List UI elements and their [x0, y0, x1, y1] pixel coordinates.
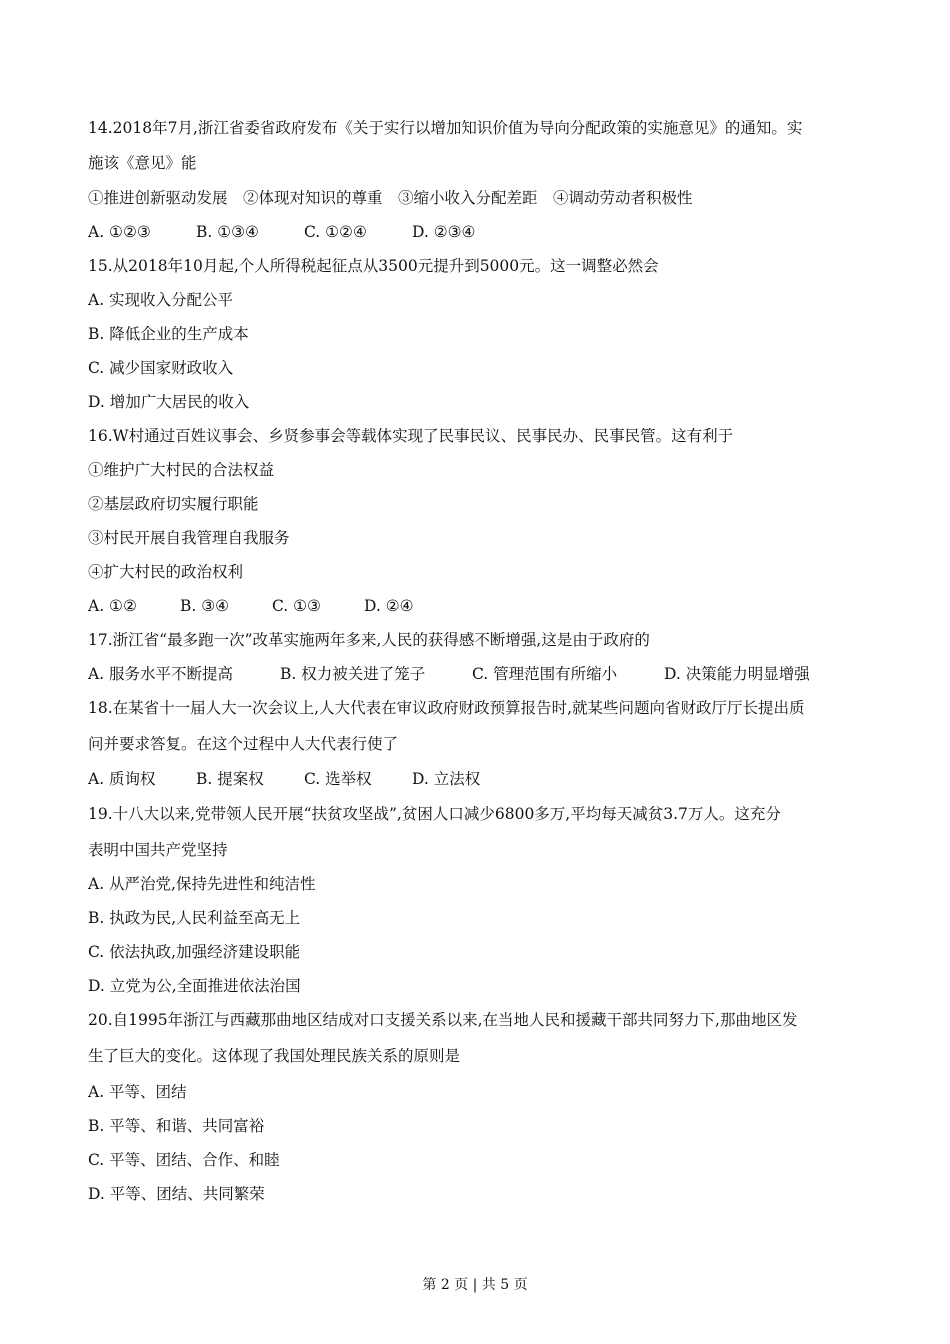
question-14-stem: 14.2018年7月,浙江省委省政府发布《关于实行以增加知识价值为导向分配政策的实施意见》的通知。实 — [88, 119, 803, 137]
option-d: D. 决策能力明显增强 — [664, 665, 810, 683]
question-14-options — [88, 222, 475, 242]
question-16-stem: 16.W村通过百姓议事会、乡贤参事会等载体实现了民事民议、民事民办、民事民管。这有利于 — [88, 427, 734, 445]
option-c: C. ①②④ — [304, 223, 367, 241]
question-20-stem: 20.自1995年浙江与西藏那曲地区结成对口支援关系以来,在当地人民和援藏干部共同努力下,那曲地区发 — [88, 1011, 798, 1029]
question-20-option-b: B. 平等、和谐、共同富裕 — [88, 1117, 265, 1135]
question-15-option-b: B. 降低企业的生产成本 — [88, 325, 249, 343]
option-c: C. 选举权 — [304, 770, 372, 788]
question-16-item-4: ④扩大村民的政治权利 — [88, 563, 244, 581]
question-16-item-1: ①维护广大村民的合法权益 — [88, 461, 275, 479]
question-14-stem-cont: 施该《意见》能 — [88, 154, 197, 172]
question-17-options — [88, 664, 810, 684]
question-15-option-a: A. 实现收入分配公平 — [88, 291, 234, 309]
option-d: D. ②④ — [364, 597, 414, 615]
option-c: C. 管理范围有所缩小 — [472, 665, 618, 683]
question-15-stem: 15.从2018年10月起,个人所得税起征点从3500元提升到5000元。这一调整必然会 — [88, 257, 659, 275]
question-16-item-2: ②基层政府切实履行职能 — [88, 495, 259, 513]
option-b: B. 提案权 — [196, 770, 264, 788]
option-c: C. ①③ — [272, 597, 321, 615]
question-17-stem: 17.浙江省“最多跑一次”改革实施两年多来,人民的获得感不断增强,这是由于政府的 — [88, 631, 650, 649]
question-18-stem-cont: 问并要求答复。在这个过程中人大代表行使了 — [88, 735, 399, 753]
question-19-option-d: D. 立党为公,全面推进依法治国 — [88, 977, 301, 995]
question-16-item-3: ③村民开展自我管理自我服务 — [88, 529, 290, 547]
question-19-option-c: C. 依法执政,加强经济建设职能 — [88, 943, 301, 961]
question-16-options — [88, 596, 414, 616]
option-b: B. 权力被关进了笼子 — [280, 665, 426, 683]
question-18-stem: 18.在某省十一届人大一次会议上,人大代表在审议政府财政预算报告时,就某些问题向省财政厅厅长提出质 — [88, 699, 805, 717]
option-a: A. ①②③ — [88, 223, 151, 241]
question-15-option-c: C. 减少国家财政收入 — [88, 359, 234, 377]
question-14-items: ①推进创新驱动发展 ②体现对知识的尊重 ③缩小收入分配差距 ④调动劳动者积极性 — [88, 189, 693, 207]
option-b: B. ①③④ — [196, 223, 259, 241]
question-19-stem: 19.十八大以来,党带领人民开展“扶贫攻坚战”,贫困人口减少6800多万,平均每天减贫3.7万人。这充分 — [88, 805, 781, 823]
question-20-option-c: C. 平等、团结、合作、和睦 — [88, 1151, 280, 1169]
option-b: B. ③④ — [180, 597, 230, 615]
question-19-stem-cont: 表明中国共产党坚持 — [88, 841, 228, 859]
page-footer: 第 2 页 | 共 5 页 — [422, 1277, 528, 1293]
question-20-option-d: D. 平等、团结、共同繁荣 — [88, 1185, 265, 1203]
question-18-options — [88, 769, 480, 789]
option-a: A. ①② — [88, 597, 137, 615]
question-20-option-a: A. 平等、团结 — [88, 1083, 187, 1101]
option-d: D. 立法权 — [412, 770, 481, 788]
question-20-stem-cont: 生了巨大的变化。这体现了我国处理民族关系的原则是 — [88, 1047, 461, 1065]
option-a: A. 质询权 — [88, 770, 156, 788]
question-19-option-b: B. 执政为民,人民利益至高无上 — [88, 909, 301, 927]
option-a: A. 服务水平不断提高 — [88, 665, 234, 683]
question-15-option-d: D. 增加广大居民的收入 — [88, 393, 250, 411]
option-d: D. ②③④ — [412, 223, 476, 241]
question-19-option-a: A. 从严治党,保持先进性和纯洁性 — [88, 875, 316, 893]
